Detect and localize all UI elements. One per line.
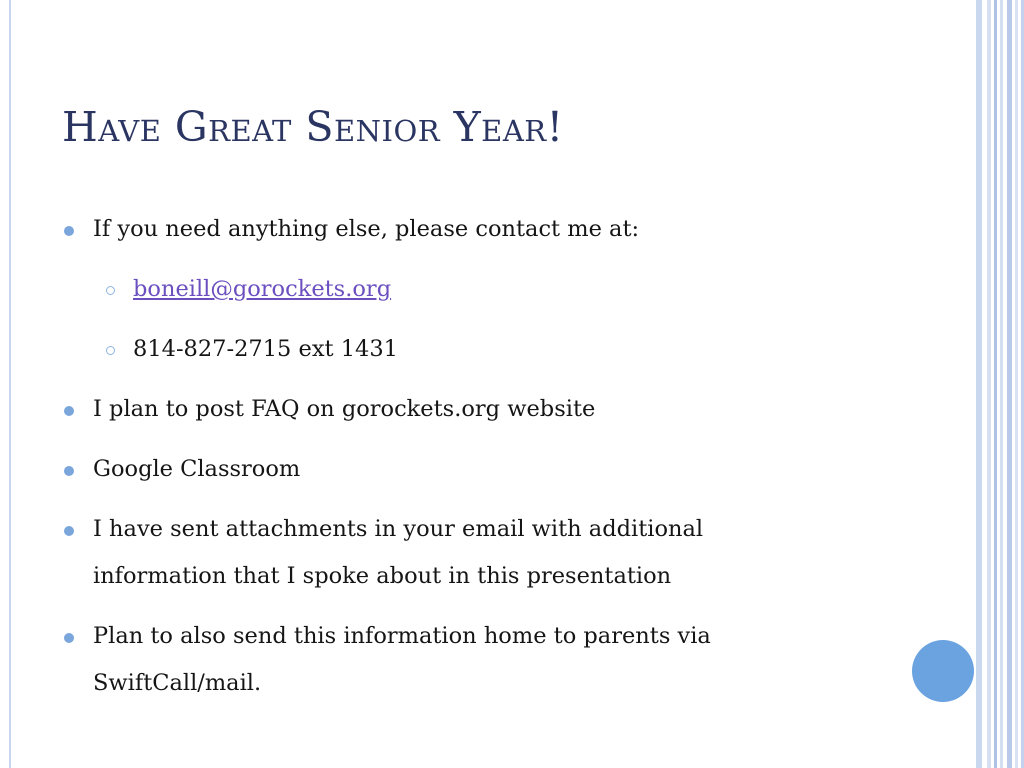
stripe bbox=[976, 0, 982, 768]
decorative-circle bbox=[912, 640, 974, 702]
phone-number: 814-827-2715 ext 1431 bbox=[133, 336, 398, 362]
bullet-dot bbox=[64, 466, 74, 476]
bullet-item-classroom: Google Classroom bbox=[93, 456, 301, 482]
sub-bullet-dot bbox=[106, 286, 115, 295]
left-border-line bbox=[9, 0, 11, 768]
stripe bbox=[1015, 0, 1018, 768]
bullet-dot bbox=[64, 633, 74, 643]
sub-bullet-dot bbox=[106, 346, 115, 355]
bullet-dot bbox=[64, 526, 74, 536]
email-link[interactable]: boneill@gorockets.org bbox=[133, 276, 392, 302]
bullet-item-faq: I plan to post FAQ on gorockets.org website bbox=[93, 396, 596, 422]
right-decorative-stripes bbox=[976, 0, 1024, 768]
stripe bbox=[1000, 0, 1003, 768]
stripe bbox=[994, 0, 997, 768]
bullet-item-contact: If you need anything else, please contact me at: bbox=[93, 216, 640, 242]
bullet-dot bbox=[64, 226, 74, 236]
slide-title: Have Great Senior Year! bbox=[62, 103, 564, 151]
bullet-item-parents: Plan to also send this information home to parents via SwiftCall/mail. bbox=[93, 623, 711, 696]
bullet-dot bbox=[64, 406, 74, 416]
stripe bbox=[1007, 0, 1012, 768]
stripe bbox=[987, 0, 991, 768]
bullet-item-attachments: I have sent attachments in your email with additional information that I spoke about in this presentation bbox=[93, 516, 704, 589]
